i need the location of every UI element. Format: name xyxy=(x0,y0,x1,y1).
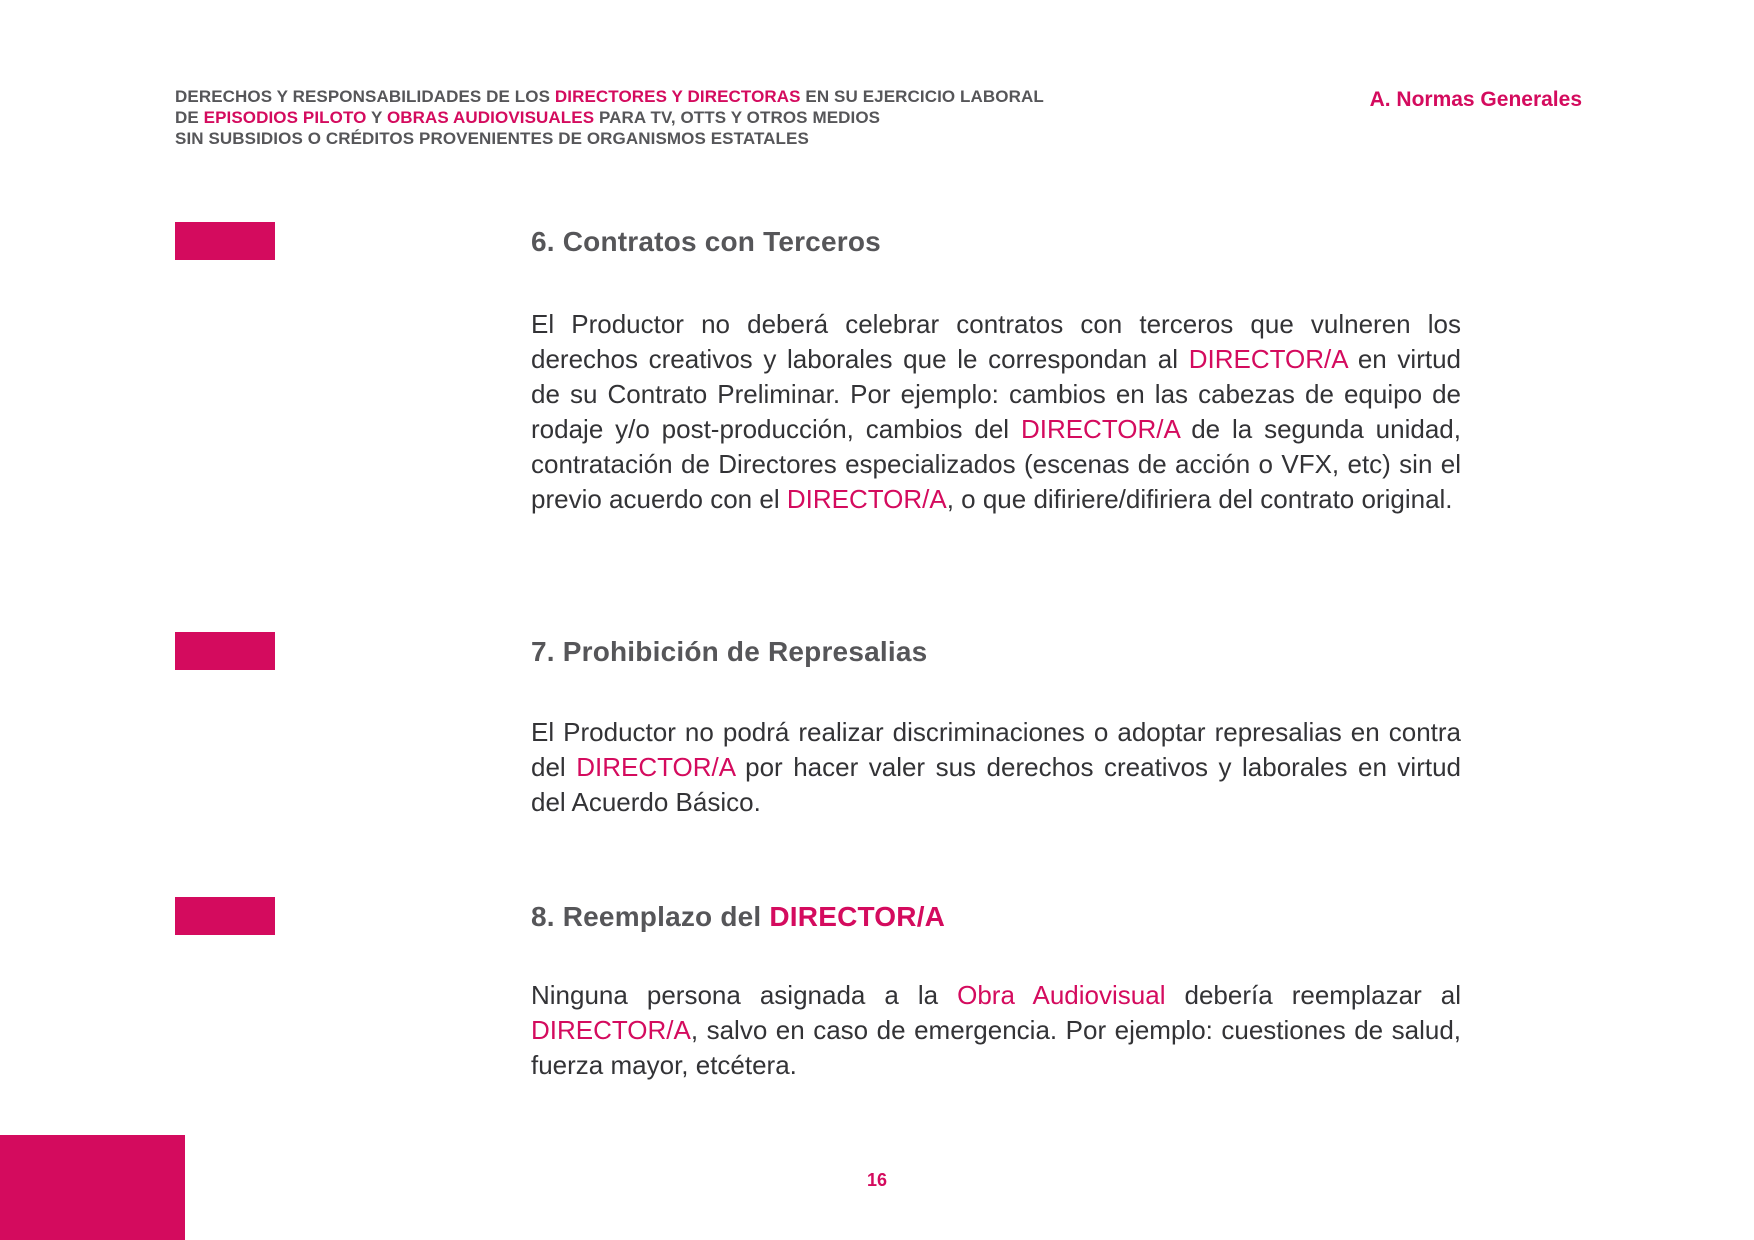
section-7-paragraph xyxy=(531,715,1461,820)
title-text: DERECHOS Y RESPONSABILIDADES DE LOS xyxy=(175,87,555,106)
heading-text: 6. Contratos con Terceros xyxy=(531,226,881,257)
section-7-heading xyxy=(531,636,1461,668)
running-title-line-1 xyxy=(175,86,1135,107)
title-text: PARA TV, OTTS Y OTROS MEDIOS xyxy=(594,108,881,127)
body-highlight: DIRECTOR/A xyxy=(1020,414,1180,444)
body-highlight: DIRECTOR/A xyxy=(1188,344,1348,374)
body-highlight: DIRECTOR/A xyxy=(786,484,947,514)
body-text: , o que difiriere/difiriera del contrato original. xyxy=(946,484,1453,514)
body-text: en virtud de su Contrato Preliminar. Por ejemplo: cambios en las cabezas de equipo de rodaje y/o post-producción, cambios del xyxy=(531,344,1461,444)
body-text: por hacer valer sus derechos creativos y laborales en virtud del Acuerdo Básico. xyxy=(531,752,1462,817)
section-8-paragraph xyxy=(531,978,1461,1083)
heading-text: 8. Reemplazo del xyxy=(531,901,770,932)
section-marker-7 xyxy=(175,632,275,670)
title-text: DE xyxy=(175,108,204,127)
section-6-heading xyxy=(531,226,1461,258)
title-highlight: EPISODIOS PILOTO xyxy=(203,108,367,127)
title-highlight: OBRAS AUDIOVISUALES xyxy=(386,108,595,127)
corner-accent-block xyxy=(0,1135,185,1240)
body-highlight: Obra Audiovisual xyxy=(957,980,1166,1010)
heading-text: 7. Prohibición de Represalias xyxy=(531,636,928,667)
body-text: , salvo en caso de emergencia. Por ejemplo: cuestiones de salud, fuerza mayor, etcétera. xyxy=(531,1015,1461,1080)
running-title-line-3 xyxy=(175,128,1135,149)
running-title-line-2 xyxy=(175,107,1135,128)
section-8-heading xyxy=(531,901,1461,933)
body-highlight: DIRECTOR/A xyxy=(531,1015,691,1045)
title-text: EN SU EJERCICIO LABORAL xyxy=(800,87,1044,106)
title-text: Y xyxy=(366,108,387,127)
body-text: El Productor no podrá realizar discriminaciones o adoptar represalias en contra del xyxy=(531,717,1461,782)
body-text: El Productor no deberá celebrar contratos con terceros que vulneren los derechos creativos y laborales que le correspondan al xyxy=(531,309,1461,374)
section-marker-8 xyxy=(175,897,275,935)
title-text: SIN SUBSIDIOS O CRÉDITOS PROVENIENTES DE ORGANISMOS ESTATALES xyxy=(175,129,809,148)
body-text: Ninguna persona asignada a la xyxy=(531,980,958,1010)
section-6-paragraph xyxy=(531,307,1461,517)
title-highlight: DIRECTORES Y DIRECTORAS xyxy=(554,87,801,106)
section-marker-6 xyxy=(175,222,275,260)
heading-highlight: DIRECTOR/A xyxy=(769,901,946,932)
body-text: debería reemplazar al xyxy=(1165,980,1461,1010)
body-text: de la segunda unidad, contratación de Directores especializados (escenas de acción o VFX, etc) sin el previo acuerdo con el xyxy=(531,414,1461,514)
running-title xyxy=(175,86,1135,149)
page-number: 16 xyxy=(866,1170,888,1190)
chapter-label: A. Normas Generales xyxy=(1369,88,1582,111)
body-highlight: DIRECTOR/A xyxy=(576,752,735,782)
